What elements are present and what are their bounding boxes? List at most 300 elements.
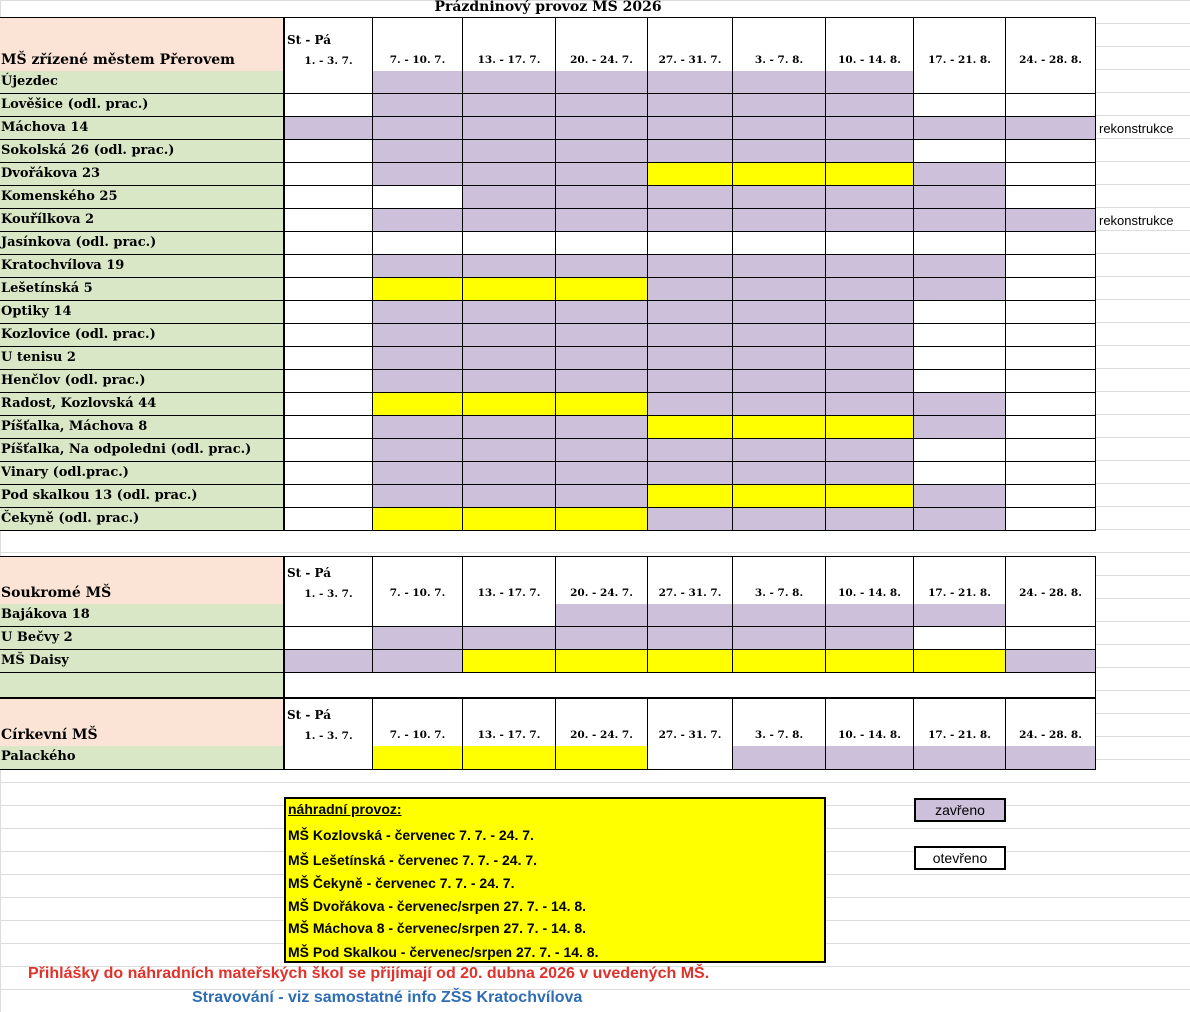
period-header: [284, 699, 373, 747]
table-row: [0, 94, 1096, 117]
period-header: [284, 18, 373, 72]
period-header: [1006, 699, 1096, 747]
period-cell: [373, 416, 463, 439]
period-cell: [733, 163, 826, 186]
legend-title: náhradní provoz:: [288, 801, 402, 817]
period-cell: [284, 278, 373, 301]
period-cell: [914, 347, 1006, 370]
section-header: MŠ zřízené městem Přerovem: [0, 18, 284, 72]
period-label: 24. - 28. 8.: [1019, 587, 1082, 599]
period-header: [826, 557, 914, 605]
period-cell: [733, 393, 826, 416]
period-cell: [733, 650, 826, 673]
school-name: U tenisu 2: [0, 347, 284, 370]
period-cell: [826, 209, 914, 232]
period-cell: [826, 71, 914, 94]
school-name: Komenského 25: [0, 186, 284, 209]
school-name: Lešetínská 5: [0, 278, 284, 301]
period-cell: [733, 485, 826, 508]
school-name: Palackého: [0, 746, 284, 770]
row-note: rekonstrukce: [1099, 121, 1174, 136]
period-cell: [373, 462, 463, 485]
period-label: 20. - 24. 7.: [570, 54, 633, 66]
period-header: [914, 18, 1006, 72]
period-cell: [463, 209, 556, 232]
period-cell: [373, 278, 463, 301]
period-cell: [373, 94, 463, 117]
period-header: [914, 557, 1006, 605]
period-cell: [826, 278, 914, 301]
period-cell: [733, 324, 826, 347]
period-cell: [463, 301, 556, 324]
period-cell: [463, 255, 556, 278]
period-cell: [914, 140, 1006, 163]
table-row: [0, 301, 1096, 324]
table-row: [0, 117, 1096, 140]
period-label: 27. - 31. 7.: [658, 729, 722, 741]
school-name: Čekyně (odl. prac.): [0, 508, 284, 531]
period-cell: [914, 163, 1006, 186]
period-header: [373, 699, 463, 747]
period-cell: [556, 209, 648, 232]
period-label: 17. - 21. 8.: [928, 729, 991, 741]
period-cell: [914, 650, 1006, 673]
period-cell: [733, 94, 826, 117]
school-name: Radost, Kozlovská 44: [0, 393, 284, 416]
table-header-row: [0, 17, 1096, 72]
meals-note: Stravování - viz samostatné info ZŠS Kratochvílova: [192, 989, 583, 1006]
period-cell: [284, 209, 373, 232]
table-row: [0, 278, 1096, 301]
period-cell: [373, 439, 463, 462]
legend-line: MŠ Lešetínská - červenec 7. 7. - 24. 7.: [288, 852, 538, 868]
period-cell: [284, 186, 373, 209]
table-row: [0, 746, 1096, 770]
period-label: 10. - 14. 8.: [838, 54, 901, 66]
period-cell: [1006, 508, 1096, 531]
page-title: Prázdninový provoz MS 2026: [434, 0, 662, 15]
period-cell: [556, 186, 648, 209]
key-open: otevřeno: [914, 846, 1006, 870]
period-cell: [648, 508, 733, 531]
period-cell: [284, 604, 373, 627]
period-cell: [556, 650, 648, 673]
period-cell: [463, 439, 556, 462]
school-name: Kozlovice (odl. prac.): [0, 324, 284, 347]
school-name: Píšťalka, Na odpoledni (odl. prac.): [0, 439, 284, 462]
period-cell: [556, 324, 648, 347]
period-cell: [463, 370, 556, 393]
period-cell: [733, 462, 826, 485]
period-cell: [284, 324, 373, 347]
period-cell: [914, 393, 1006, 416]
period-cell: [556, 746, 648, 770]
period-cell: [463, 232, 556, 255]
period-cell: [826, 324, 914, 347]
period-label: 1. - 3. 7.: [304, 730, 353, 742]
period-cell: [373, 393, 463, 416]
table-row: [0, 255, 1096, 278]
period-cell: [733, 232, 826, 255]
period-cell: [463, 485, 556, 508]
period-cell: [733, 347, 826, 370]
period-cell: [1006, 650, 1096, 673]
table-row: [0, 209, 1096, 232]
school-name: Optiky 14: [0, 301, 284, 324]
period-cell: [733, 627, 826, 650]
period-label: 1. - 3. 7.: [304, 55, 353, 67]
school-name: Jasínkova (odl. prac.): [0, 232, 284, 255]
period-cell: [826, 627, 914, 650]
period-cell: [1006, 604, 1096, 627]
period-label: 27. - 31. 7.: [658, 587, 722, 599]
substitute-operation-box: [284, 797, 826, 963]
period-header: [733, 699, 826, 747]
period-cell: [826, 117, 914, 140]
period-cell: [556, 301, 648, 324]
period-cell: [284, 140, 373, 163]
period-cell: [914, 416, 1006, 439]
period-header: [733, 18, 826, 72]
period-cell: [1006, 347, 1096, 370]
period-cell: [648, 163, 733, 186]
legend-line: MŠ Kozlovská - červenec 7. 7. - 24. 7.: [288, 827, 534, 843]
period-cell: [826, 140, 914, 163]
school-name: Vinary (odl.prac.): [0, 462, 284, 485]
table-row: [0, 163, 1096, 186]
period-cell: [373, 163, 463, 186]
period-cell: [733, 255, 826, 278]
period-cell: [556, 627, 648, 650]
period-header: [556, 18, 648, 72]
period-cell: [648, 301, 733, 324]
period-cell: [914, 627, 1006, 650]
period-cell: [914, 439, 1006, 462]
school-name: Sokolská 26 (odl. prac.): [0, 140, 284, 163]
period-cell: [914, 117, 1006, 140]
table-row: [0, 462, 1096, 485]
period-cell: [648, 94, 733, 117]
period-cell: [826, 746, 914, 770]
school-name: Henčlov (odl. prac.): [0, 370, 284, 393]
period-cell: [556, 370, 648, 393]
period-cell: [1006, 255, 1096, 278]
period-label: 3. - 7. 8.: [754, 54, 804, 66]
period-cell: [556, 485, 648, 508]
school-name: Pod skalkou 13 (odl. prac.): [0, 485, 284, 508]
spacer-name: [0, 673, 284, 698]
period-cell: [826, 347, 914, 370]
row-note: rekonstrukce: [1099, 213, 1174, 228]
period-cell: [826, 301, 914, 324]
period-cell: [826, 485, 914, 508]
period-label: 24. - 28. 8.: [1019, 54, 1082, 66]
period-cell: [373, 209, 463, 232]
legend-line: MŠ Máchova 8 - červenec/srpen 27. 7. - 14. 8.: [288, 920, 587, 936]
period-cell: [373, 186, 463, 209]
period-cell: [284, 485, 373, 508]
period-sub-label: St - Pá: [287, 566, 332, 580]
period-header: [463, 18, 556, 72]
period-cell: [733, 301, 826, 324]
legend-line: MŠ Čekyně - červenec 7. 7. - 24. 7.: [288, 875, 515, 891]
table-row: [0, 650, 1096, 673]
period-cell: [284, 232, 373, 255]
period-cell: [1006, 117, 1096, 140]
period-cell: [648, 278, 733, 301]
period-cell: [1006, 186, 1096, 209]
period-cell: [373, 324, 463, 347]
period-cell: [826, 255, 914, 278]
table-row: [0, 347, 1096, 370]
period-cell: [733, 278, 826, 301]
table-header-row: [0, 698, 1096, 747]
period-cell: [648, 71, 733, 94]
period-header: [463, 557, 556, 605]
period-cell: [914, 746, 1006, 770]
period-cell: [648, 627, 733, 650]
period-cell: [284, 347, 373, 370]
period-cell: [284, 746, 373, 770]
school-name: Máchova 14: [0, 117, 284, 140]
period-cell: [648, 186, 733, 209]
period-cell: [463, 140, 556, 163]
period-label: 20. - 24. 7.: [570, 587, 633, 599]
key-closed: zavřeno: [914, 798, 1006, 822]
period-header: [463, 699, 556, 747]
period-label: 3. - 7. 8.: [754, 587, 804, 599]
period-cell: [373, 508, 463, 531]
period-cell: [556, 416, 648, 439]
period-cell: [284, 370, 373, 393]
period-cell: [373, 232, 463, 255]
table-row: [0, 140, 1096, 163]
period-cell: [556, 278, 648, 301]
legend-line: MŠ Pod Skalkou - červenec/srpen 27. 7. - 14. 8.: [288, 944, 599, 960]
period-cell: [1006, 209, 1096, 232]
period-cell: [648, 232, 733, 255]
period-cell: [648, 324, 733, 347]
period-cell: [373, 71, 463, 94]
table-row: [0, 71, 1096, 94]
period-cell: [284, 163, 373, 186]
period-cell: [373, 650, 463, 673]
period-header: [556, 557, 648, 605]
school-name: Píšťalka, Máchova 8: [0, 416, 284, 439]
period-cell: [648, 439, 733, 462]
table-row: [0, 416, 1096, 439]
period-cell: [914, 94, 1006, 117]
period-cell: [463, 163, 556, 186]
period-cell: [463, 746, 556, 770]
period-cell: [733, 439, 826, 462]
table-row: [0, 232, 1096, 255]
period-cell: [284, 117, 373, 140]
period-cell: [556, 393, 648, 416]
school-name: Újezdec: [0, 71, 284, 94]
period-cell: [733, 508, 826, 531]
period-label: 20. - 24. 7.: [570, 729, 633, 741]
period-cell: [373, 370, 463, 393]
period-cell: [463, 462, 556, 485]
school-name: U Bečvy 2: [0, 627, 284, 650]
period-cell: [463, 117, 556, 140]
period-cell: [914, 604, 1006, 627]
period-cell: [648, 255, 733, 278]
period-cell: [556, 117, 648, 140]
legend-line: MŠ Dvořákova - červenec/srpen 27. 7. - 14. 8.: [288, 898, 587, 914]
period-cell: [914, 209, 1006, 232]
period-cell: [1006, 301, 1096, 324]
period-label: 24. - 28. 8.: [1019, 729, 1082, 741]
period-cell: [826, 508, 914, 531]
period-cell: [463, 347, 556, 370]
period-label: 13. - 17. 7.: [477, 729, 541, 741]
period-cell: [463, 650, 556, 673]
period-label: 3. - 7. 8.: [754, 729, 804, 741]
period-cell: [373, 746, 463, 770]
period-cell: [914, 370, 1006, 393]
period-cell: [1006, 278, 1096, 301]
period-cell: [373, 485, 463, 508]
period-sub-label: St - Pá: [287, 33, 332, 47]
period-cell: [914, 301, 1006, 324]
period-cell: [373, 117, 463, 140]
period-cell: [463, 324, 556, 347]
period-label: 13. - 17. 7.: [477, 587, 541, 599]
period-cell: [284, 94, 373, 117]
period-cell: [826, 370, 914, 393]
period-cell: [648, 393, 733, 416]
period-label: 10. - 14. 8.: [838, 729, 901, 741]
period-label: 7. - 10. 7.: [389, 54, 446, 66]
period-header: [648, 18, 733, 72]
period-cell: [733, 209, 826, 232]
period-cell: [826, 462, 914, 485]
period-cell: [373, 301, 463, 324]
period-cell: [1006, 140, 1096, 163]
table-row: [0, 485, 1096, 508]
period-cell: [1006, 393, 1096, 416]
period-cell: [284, 416, 373, 439]
period-cell: [463, 278, 556, 301]
period-header: [826, 18, 914, 72]
period-cell: [914, 462, 1006, 485]
period-label: 17. - 21. 8.: [928, 587, 991, 599]
period-cell: [463, 508, 556, 531]
period-cell: [556, 439, 648, 462]
period-cell: [826, 163, 914, 186]
period-cell: [826, 186, 914, 209]
period-cell: [373, 255, 463, 278]
section-header: Církevní MŠ: [0, 699, 284, 747]
period-cell: [733, 117, 826, 140]
period-sub-label: St - Pá: [287, 708, 332, 722]
period-cell: [826, 604, 914, 627]
period-cell: [284, 627, 373, 650]
period-label: 13. - 17. 7.: [477, 54, 541, 66]
period-cell: [284, 650, 373, 673]
period-cell: [284, 439, 373, 462]
period-cell: [284, 393, 373, 416]
period-cell: [556, 255, 648, 278]
table-header-row: [0, 556, 1096, 605]
period-cell: [914, 186, 1006, 209]
period-cell: [826, 393, 914, 416]
school-name: Lověšice (odl. prac.): [0, 94, 284, 117]
table-row: [0, 508, 1096, 531]
school-name: Bajákova 18: [0, 604, 284, 627]
period-cell: [373, 604, 463, 627]
period-cell: [914, 232, 1006, 255]
period-cell: [648, 416, 733, 439]
period-cell: [463, 71, 556, 94]
table-row: [0, 186, 1096, 209]
period-cell: [914, 485, 1006, 508]
period-label: 27. - 31. 7.: [658, 54, 722, 66]
period-cell: [733, 746, 826, 770]
period-cell: [648, 209, 733, 232]
period-header: [648, 557, 733, 605]
table-row: [0, 393, 1096, 416]
period-cell: [1006, 462, 1096, 485]
period-cell: [1006, 485, 1096, 508]
period-cell: [556, 71, 648, 94]
registration-note: Přihlášky do náhradních mateřských škol se přijímají od 20. dubna 2026 v uvedených MŠ.: [28, 965, 710, 982]
period-cell: [463, 186, 556, 209]
period-cell: [556, 94, 648, 117]
spacer-row: [0, 673, 1096, 698]
period-cell: [284, 508, 373, 531]
period-cell: [648, 746, 733, 770]
period-cell: [284, 71, 373, 94]
school-name: Dvořákova 23: [0, 163, 284, 186]
period-header: [648, 699, 733, 747]
period-cell: [648, 347, 733, 370]
period-cell: [914, 278, 1006, 301]
period-header: [556, 699, 648, 747]
period-cell: [556, 232, 648, 255]
period-cell: [1006, 370, 1096, 393]
period-cell: [648, 117, 733, 140]
period-cell: [733, 140, 826, 163]
period-cell: [1006, 439, 1096, 462]
period-cell: [648, 462, 733, 485]
period-cell: [914, 71, 1006, 94]
period-label: 7. - 10. 7.: [389, 729, 446, 741]
period-header: [284, 557, 373, 605]
table-row: [0, 627, 1096, 650]
period-cell: [373, 627, 463, 650]
period-cell: [556, 508, 648, 531]
period-cell: [648, 370, 733, 393]
period-label: 10. - 14. 8.: [838, 587, 901, 599]
period-header: [373, 18, 463, 72]
period-header: [1006, 557, 1096, 605]
period-cell: [556, 604, 648, 627]
period-cell: [373, 347, 463, 370]
period-cell: [463, 627, 556, 650]
period-cell: [1006, 71, 1096, 94]
school-name: MŠ Daisy: [0, 650, 284, 673]
period-header: [373, 557, 463, 605]
period-cell: [463, 416, 556, 439]
period-cell: [826, 232, 914, 255]
period-cell: [648, 485, 733, 508]
section-header: Soukromé MŠ: [0, 557, 284, 605]
period-label: 1. - 3. 7.: [304, 588, 353, 600]
period-header: [1006, 18, 1096, 72]
